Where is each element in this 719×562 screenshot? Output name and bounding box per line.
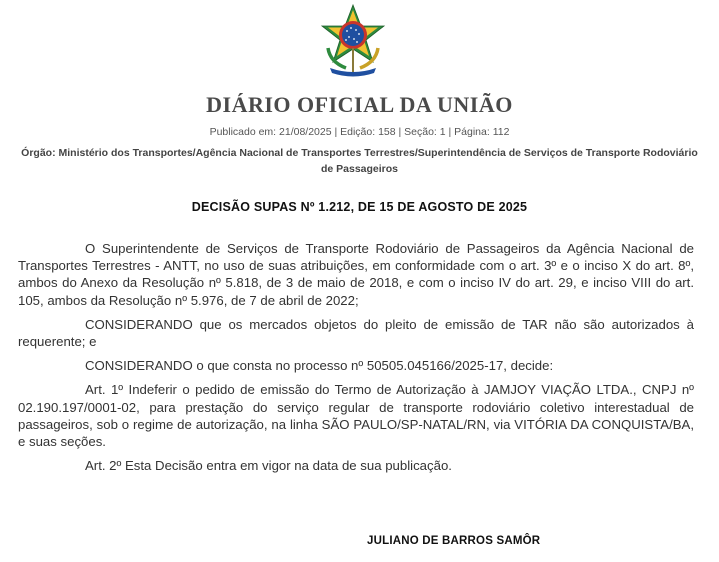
paragraph-considerando-1: CONSIDERANDO que os mercados objetos do pleito de emissão de TAR não são autorizados à requerente; e bbox=[18, 316, 694, 350]
paragraph-art-1: Art. 1º Indeferir o pedido de emissão do Termo de Autorização à JAMJOY VIAÇÃO LTDA., CNPJ nº 02.190.197/0001-02, para prestação do serviço regular de transporte rodoviário coletivo interestadual de passageiros, sob o regime de autorização, na linha SÃO PAULO/SP-NATAL/RN, via VITÓRIA DA CONQUISTA/BA, e suas seções. bbox=[18, 382, 694, 450]
paragraph-art-2: Art. 2º Esta Decisão entra em vigor na data de sua publicação. bbox=[85, 458, 452, 474]
newspaper-title: DIÁRIO OFICIAL DA UNIÃO bbox=[206, 92, 513, 117]
orgao-line: Órgão: Ministério dos Transportes/Agência Nacional de Transportes Terrestres/Superintendência de Serviços de Transporte Rodoviário de Passageiros bbox=[21, 147, 698, 175]
paragraph-considerando-2: CONSIDERANDO o que consta no processo nº 50505.045166/2025-17, decide: bbox=[85, 358, 554, 374]
signature-name: JULIANO DE BARROS SAMÔR bbox=[367, 535, 541, 547]
decision-body bbox=[18, 240, 694, 481]
publication-info: Publicado em: 21/08/2025 | Edição: 158 | Seção: 1 | Página: 112 bbox=[209, 126, 510, 138]
brazil-coat-of-arms-icon bbox=[316, 4, 390, 78]
paragraph-preamble: O Superintendente de Serviços de Transporte Rodoviário de Passageiros da Agência Nacional de Transportes Terrestres - ANTT, no uso de suas atribuições, em conformidade com o art. 3º e o inciso X do art. 8º, ambos do Anexo da Resolução nº 5.818, de 3 de maio de 2018, e com o inciso IV do art. 29, e inciso VIII do art. 105, ambos da Resolução nº 5.976, de 7 de abril de 2022; bbox=[18, 241, 694, 308]
decision-title: DECISÃO SUPAS Nº 1.212, DE 15 DE AGOSTO DE 2025 bbox=[191, 200, 528, 214]
